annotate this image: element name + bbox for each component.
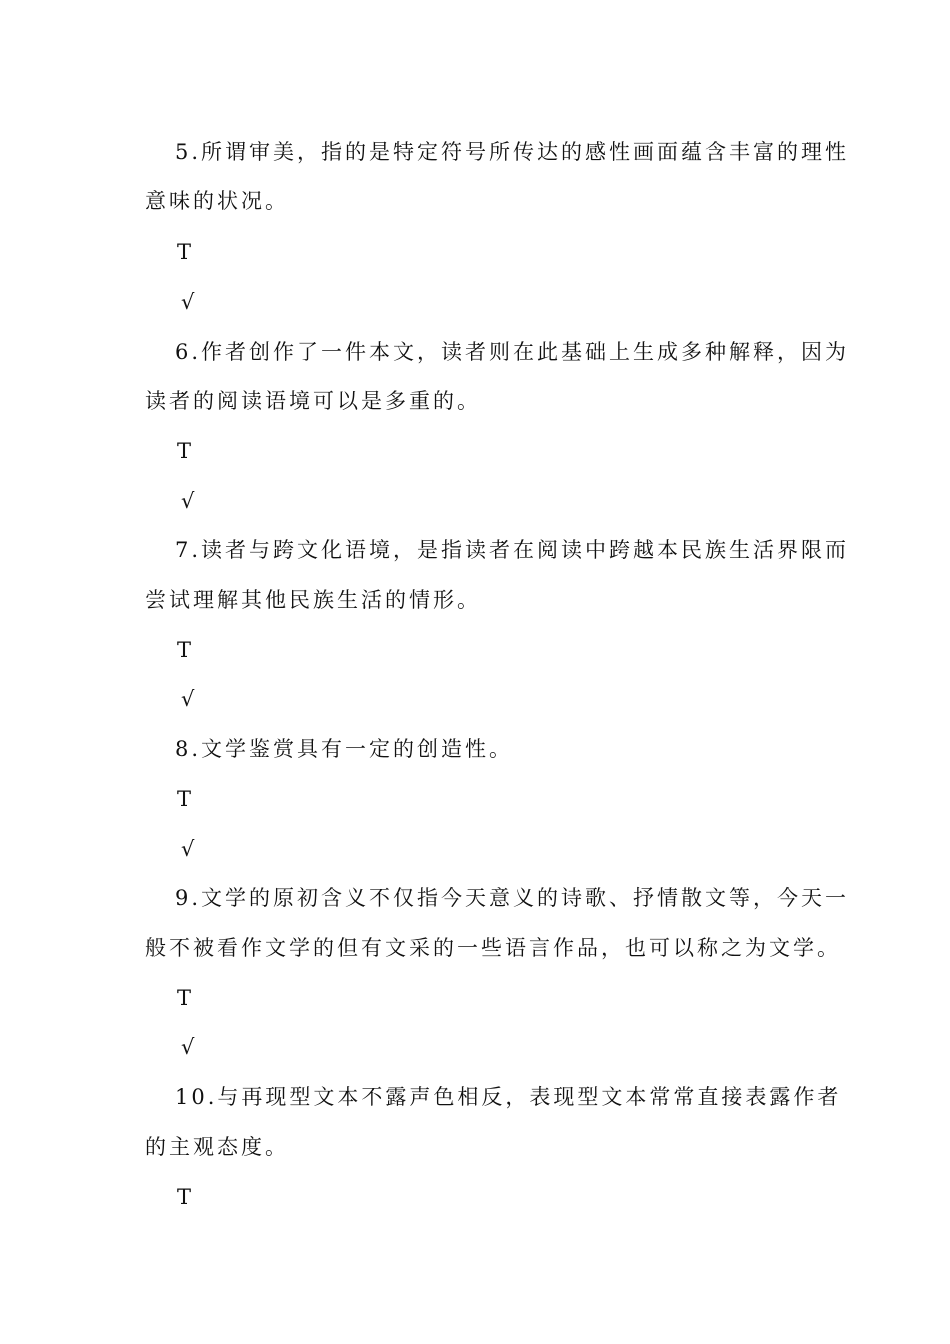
question-5-text: 5.所谓审美，指的是特定符号所传达的感性画面蕴含丰富的理性 <box>175 140 850 164</box>
question-6-answer: T <box>177 439 192 463</box>
question-8-answer: T <box>177 787 192 811</box>
question-6-check-mark: √ <box>181 489 195 513</box>
question-6-text-cont: 读者的阅读语境可以是多重的。 <box>145 389 481 413</box>
question-7-answer: T <box>177 638 192 662</box>
question-5-answer: T <box>177 240 192 264</box>
question-10-text-cont: 的主观态度。 <box>145 1135 289 1159</box>
question-6-text: 6.作者创作了一件本文，读者则在此基础上生成多种解释，因为 <box>175 340 850 364</box>
question-9-answer: T <box>177 986 192 1010</box>
question-8-text: 8.文学鉴赏具有一定的创造性。 <box>175 737 514 761</box>
question-5-text-cont: 意味的状况。 <box>145 189 289 213</box>
question-8-check-mark: √ <box>181 837 195 861</box>
question-10-answer: T <box>177 1185 192 1209</box>
question-10-text: 10.与再现型文本不露声色相反，表现型文本常常直接表露作者 <box>175 1085 842 1109</box>
question-9-check-mark: √ <box>181 1035 195 1059</box>
question-7-text-cont: 尝试理解其他民族生活的情形。 <box>145 588 481 612</box>
question-9-text: 9.文学的原初含义不仅指今天意义的诗歌、抒情散文等，今天一 <box>175 886 850 910</box>
question-7-check-mark: √ <box>181 687 195 711</box>
question-9-text-cont: 般不被看作文学的但有文采的一些语言作品，也可以称之为文学。 <box>145 936 841 960</box>
question-5-check-mark: √ <box>181 290 195 314</box>
question-7-text: 7.读者与跨文化语境，是指读者在阅读中跨越本民族生活界限而 <box>175 538 850 562</box>
